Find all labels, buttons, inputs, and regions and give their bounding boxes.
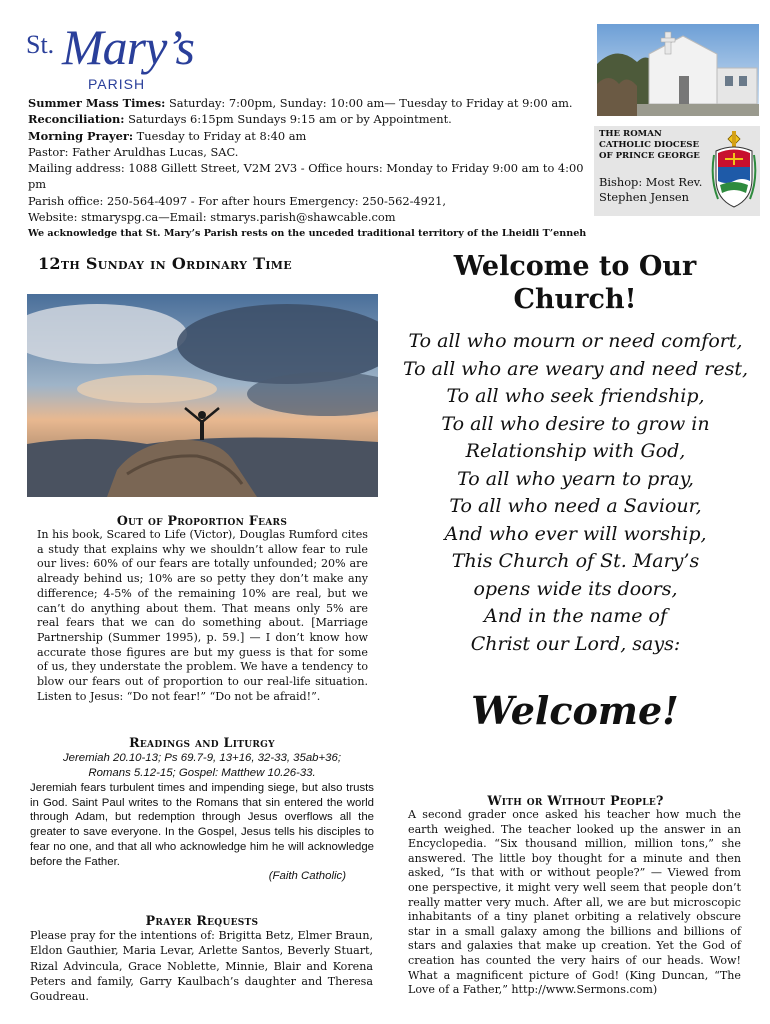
poem-line: To all who yearn to pray, bbox=[457, 467, 694, 490]
fears-text: In his book, Scared to Life (Victor), Douglas Rumford cites a study that explains why we shouldn’t allow fear to rule our lives: 60% of our fears are totally unfounded; 20% are already behind us; 10% are so petty they don’t make any difference; 4-5% of the remaining 10% are real, but we can’t do anything about them. That means only 5% are real fears that we can do something about. [Marriage Partnership (Summer 1995), p. 59.] — I don’t know how accurate those figures are but my guess is that for some of us, they understate the problem. We have a tendency to blow our fears out of proportion to our real-life situation. Listen to Jesus: “Do not fear!” “Do not be afraid!”. bbox=[37, 528, 368, 703]
diocese-box bbox=[594, 126, 760, 216]
readings-text bbox=[30, 781, 374, 884]
welcome-heading-line2: Church! bbox=[513, 284, 637, 315]
fears-title: Out of Proportion Fears bbox=[116, 513, 288, 528]
person-on-rock-photo bbox=[27, 294, 378, 497]
readings-source: (Faith Catholic) bbox=[268, 870, 346, 883]
reconciliation bbox=[28, 111, 593, 127]
readings-body: Jeremiah fears turbulent times and impending siege, but also trusts in God. Saint Paul writes to the Romans that sin entered the world through Adam, but redemption through Jesus overflows all the greater to save everyone. In the Gospel, Jesus tells his disciples to fear no one, and that all who acknowledge him he will acknowledge before the Father. bbox=[30, 782, 374, 868]
sunday-title: 12th Sunday in Ordinary Time bbox=[38, 254, 292, 273]
readings-refs-line2: Romans 5.12-15; Gospel: Matthew 10.26-33. bbox=[88, 767, 316, 779]
diocese-crest-icon bbox=[710, 129, 758, 211]
poem-line: To all who desire to grow in bbox=[441, 412, 710, 435]
pastor: Pastor: Father Aruldhas Lucas, SAC. bbox=[28, 144, 239, 159]
readings-refs-line1: Jeremiah 20.10-13; Ps 69.7-9, 13+16, 32-33, 35ab+36; bbox=[62, 752, 341, 764]
people-title: With or Without People? bbox=[487, 793, 664, 808]
poem-line: To all who seek friendship, bbox=[446, 385, 705, 407]
header-info bbox=[28, 95, 593, 243]
parish-logo bbox=[26, 19, 206, 94]
logo-mary: Mary’s bbox=[62, 19, 194, 75]
poem-line: And who ever will worship, bbox=[444, 522, 707, 545]
readings-title: Readings and Liturgy bbox=[129, 735, 275, 750]
website-email: Website: stmaryspg.ca—Email: stmarys.parish@shawcable.com bbox=[28, 210, 396, 225]
poem-line: To all who are weary and need rest, bbox=[402, 357, 748, 380]
welcome-heading bbox=[420, 250, 730, 316]
welcome-heading-line1: Welcome to Our bbox=[453, 251, 697, 282]
logo-st: St. bbox=[26, 30, 55, 59]
poem-line: To all who need a Saviour, bbox=[449, 495, 702, 517]
church-photo bbox=[597, 24, 759, 116]
prayer-title: Prayer Requests bbox=[145, 913, 259, 928]
poem-line: Christ our Lord, says: bbox=[470, 632, 681, 655]
poem-line: Relationship with God, bbox=[465, 440, 686, 462]
mass-times-text: Saturday: 7:00pm, Sunday: 10:00 am— Tuesday to Friday at 9:00 am. bbox=[165, 96, 573, 110]
mailing-address: Mailing address: 1088 Gillett Street, V2M 2V3 - Office hours: Monday to Friday 9:00 am to 4:00 pm bbox=[28, 161, 584, 192]
morning-prayer-label: Morning Prayer: bbox=[28, 128, 134, 143]
mass-times bbox=[28, 95, 593, 111]
people-text: A second grader once asked his teacher how much the earth weighed. The teacher looked up the answer in an Encyclopedia. “Six thousand million, million tons,” she answered. The little boy thought for a minute and then asked, “Is that with or without people?” — Viewed from one perspective, it might very well seem that people don’t really matter very much. After all, we are but microscopic inhabitants of a tiny planet orbiting a relatively obscure star in a small galaxy among the billions and billions of stars and galaxies that make up creation. Yet the God of creation has counted the very hairs of our heads. Wow! What a magnificent picture of God! (King Duncan, “The Love of a Father,” http://www.Sermons.com) bbox=[408, 808, 741, 997]
prayer-text: Please pray for the intentions of: Brigitta Betz, Elmer Braun, Eldon Gauthier, Maria Levar, Arlette Santos, Beverly Stuart, Rizal Advincula, Grace Noblette, Minnie, Blair and Korena Peters and family, Garry Kaulbach’s daughter and Theresa Goudreau. bbox=[30, 929, 373, 1004]
bishop-name: Bishop: Most Rev. Stephen Jensen bbox=[599, 175, 703, 204]
poem-line: opens wide its doors, bbox=[473, 577, 678, 600]
welcome-poem bbox=[398, 328, 753, 658]
diocese-name: THE ROMAN CATHOLIC DIOCESE OF PRINCE GEORGE bbox=[599, 129, 700, 161]
morning-prayer-text: Tuesday to Friday at 8:40 am bbox=[133, 128, 307, 143]
reconciliation-label: Reconciliation: bbox=[28, 112, 125, 127]
morning-prayer bbox=[28, 128, 593, 144]
poem-line: And in the name of bbox=[483, 605, 667, 627]
phone-numbers: Parish office: 250-564-4097 - For after hours Emergency: 250-562-4921, bbox=[28, 193, 447, 208]
logo-parish: PARISH bbox=[88, 76, 146, 92]
mass-times-label: Summer Mass Times: bbox=[28, 96, 166, 110]
land-acknowledgement: We acknowledge that St. Mary’s Parish rests on the unceded traditional territory of the Lheidli T’enneh bbox=[28, 228, 587, 240]
poem-line: This Church of St. Mary’s bbox=[451, 550, 700, 572]
reconciliation-text: Saturdays 6:15pm Sundays 9:15 am or by Appointment. bbox=[124, 112, 452, 127]
welcome-big-text: Welcome! bbox=[471, 688, 679, 733]
poem-line: To all who mourn or need comfort, bbox=[408, 330, 743, 352]
readings-references bbox=[30, 751, 374, 781]
